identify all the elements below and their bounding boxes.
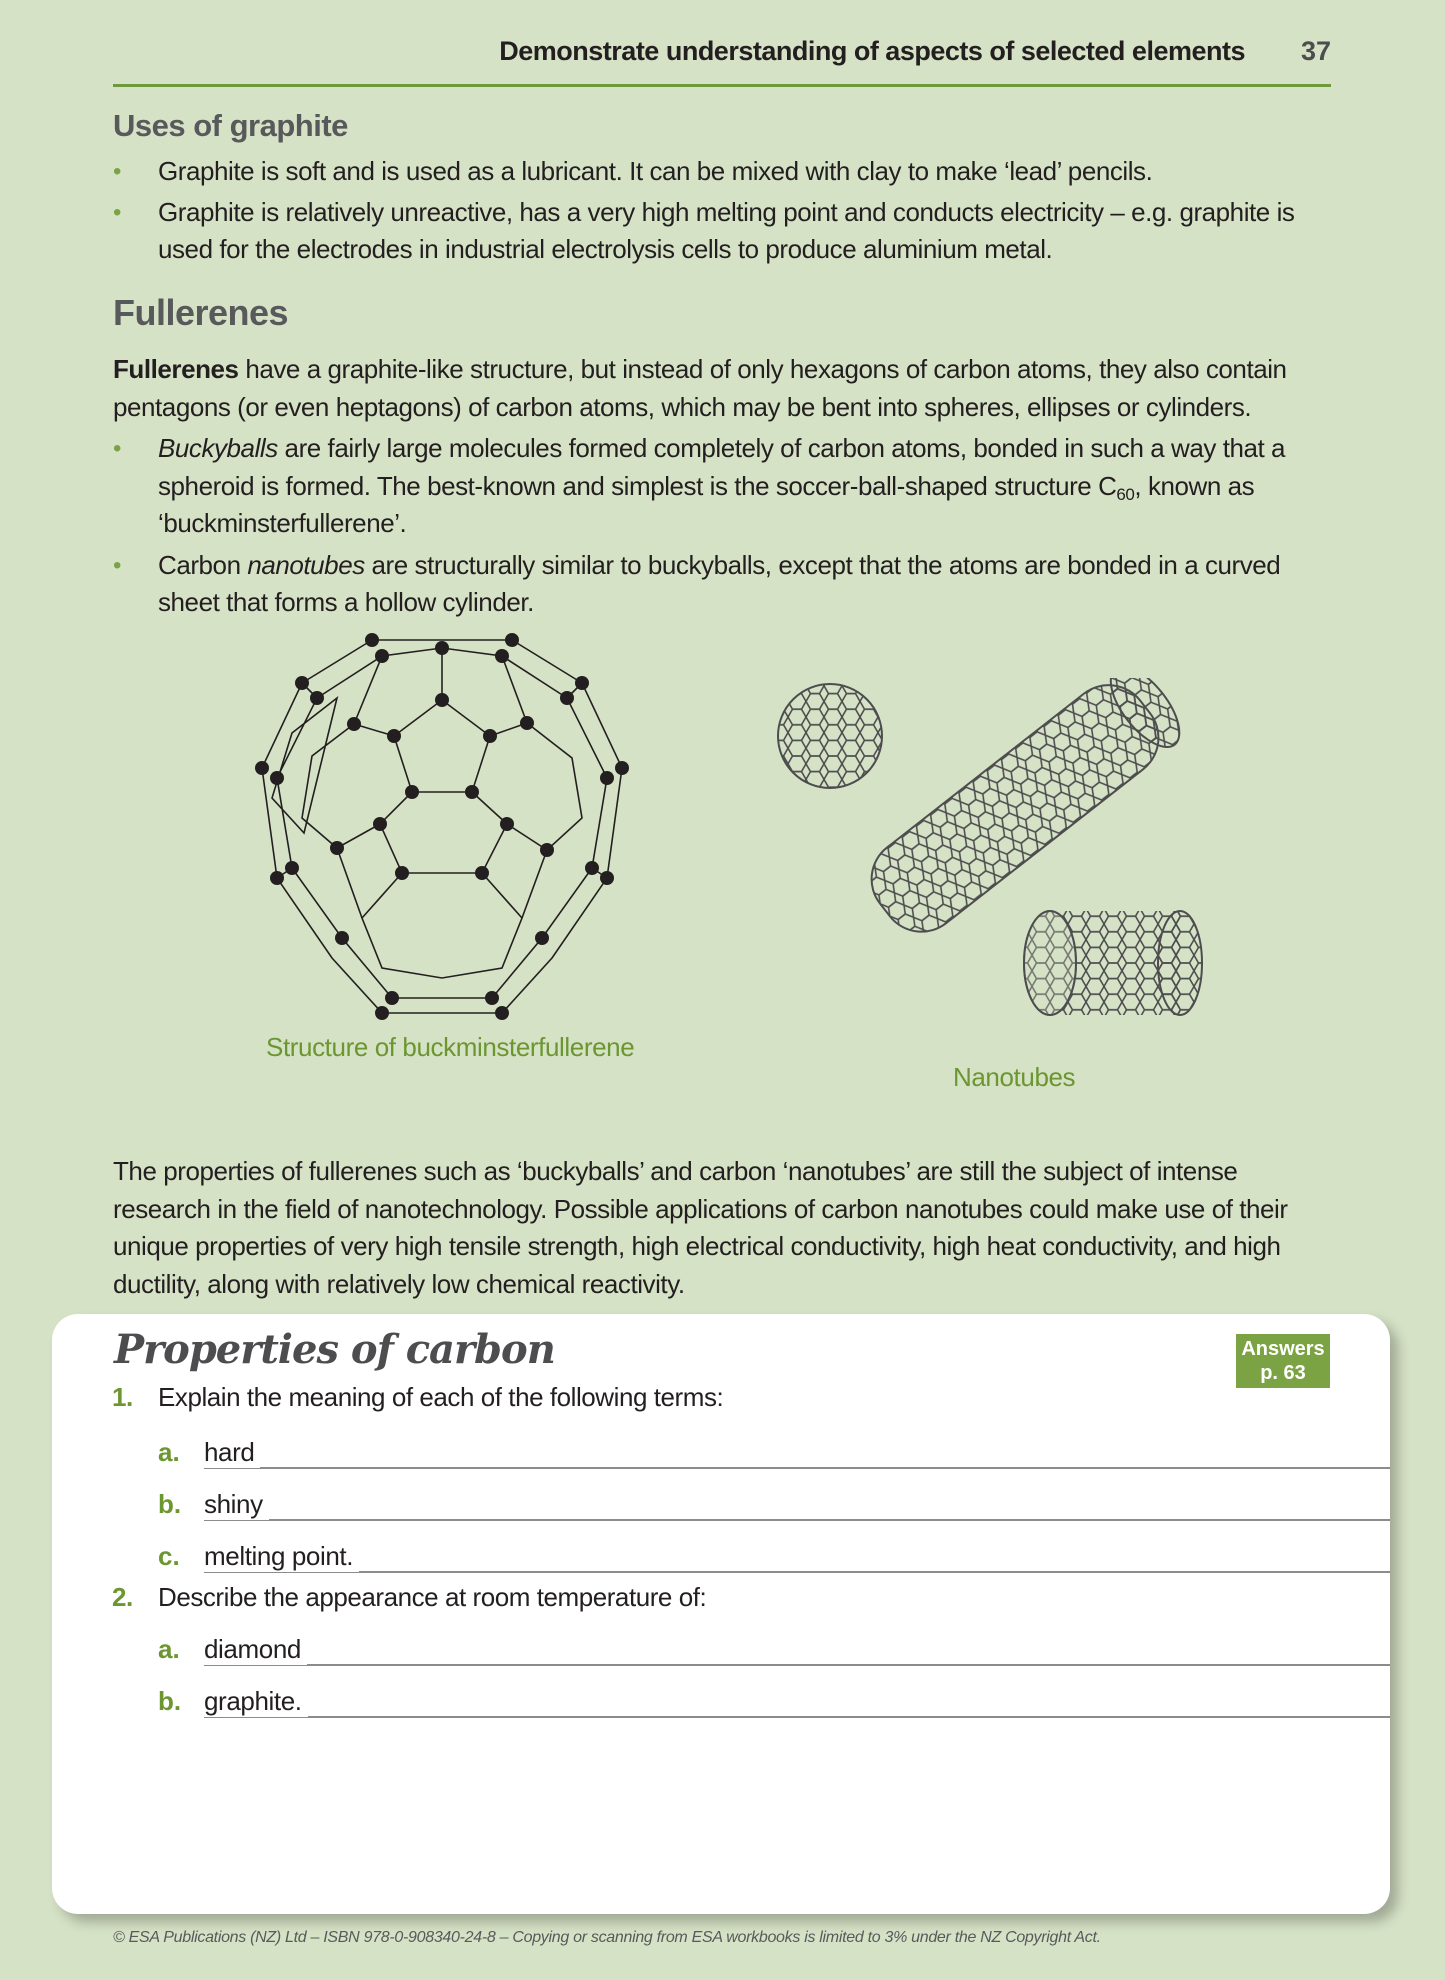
uses-of-graphite-list bbox=[113, 153, 1333, 272]
figures-area bbox=[0, 628, 1445, 1098]
answers-page: p. 63 bbox=[1260, 1362, 1306, 1384]
question-number: 2. bbox=[112, 1582, 133, 1612]
section-heading-uses-of-graphite: Uses of graphite bbox=[113, 108, 348, 143]
buckyballs-text: are fairly large molecules formed completely of carbon atoms, bonded in such a way that a spheroid is formed. The best-known and simplest is the soccer-ball-shaped structure C bbox=[158, 433, 1286, 501]
answer-line[interactable] bbox=[204, 1467, 1390, 1469]
part-text: hard bbox=[204, 1437, 260, 1468]
answer-line[interactable] bbox=[204, 1716, 1390, 1718]
part-letter: a. bbox=[158, 1634, 180, 1664]
answer-line[interactable] bbox=[204, 1519, 1390, 1521]
part-letter: a. bbox=[158, 1437, 180, 1467]
answers-badge bbox=[1236, 1334, 1330, 1388]
header-title: Demonstrate understanding of aspects of selected elements bbox=[499, 36, 1245, 66]
buckyballs-text-end: , known as ‘buckminsterfullerene’. bbox=[158, 470, 1255, 538]
c60-subscript: 60 bbox=[1116, 484, 1135, 504]
buckminsterfullerene-diagram bbox=[232, 628, 652, 1028]
list-item-buckyballs bbox=[113, 430, 1333, 543]
answer-line-shiny[interactable] bbox=[158, 1489, 1390, 1525]
buckyballs-term: Buckyballs bbox=[158, 433, 278, 463]
answer-line[interactable] bbox=[204, 1571, 1390, 1573]
nanotubes-text-start: Carbon bbox=[158, 549, 248, 580]
list-item: • Graphite is relatively unreactive, has a very high melting point and conducts electricity – e.g. graphite is used for the electrodes in industrial electrolysis cells to produce aluminium metal. bbox=[113, 194, 1333, 269]
answer-line[interactable] bbox=[204, 1664, 1390, 1666]
copyright-footer: © ESA Publications (NZ) Ltd – ISBN 978-0-908340-24-8 – Copying or scanning from ESA workbooks is limited to 3% under the NZ Copyright Act. bbox=[113, 1929, 1101, 1946]
answer-line-graphite[interactable] bbox=[158, 1686, 1390, 1722]
part-letter: b. bbox=[158, 1686, 182, 1716]
nanotubes-term: nanotubes bbox=[247, 549, 365, 580]
answer-line-melting-point[interactable] bbox=[158, 1541, 1390, 1577]
part-letter: c. bbox=[158, 1541, 180, 1571]
fullerenes-list bbox=[113, 430, 1333, 626]
part-text: melting point. bbox=[204, 1541, 359, 1572]
answer-line-diamond[interactable] bbox=[158, 1634, 1390, 1670]
fullerenes-term: Fullerenes bbox=[113, 354, 239, 384]
page-number: 37 bbox=[1300, 36, 1331, 66]
activity-box bbox=[52, 1314, 1390, 1914]
page-header bbox=[113, 28, 1331, 87]
activity-title: Properties of carbon bbox=[114, 1326, 555, 1373]
fullerenes-intro-text: have a graphite-like structure, but instead of only hexagons of carbon atoms, they also contain pentagons (or even heptagons) of carbon atoms, which may be bent into spheres, ellipses or cylinders. bbox=[113, 354, 1287, 422]
part-text: diamond bbox=[204, 1634, 307, 1665]
research-paragraph: The properties of fullerenes such as ‘buckyballs’ and carbon ‘nanotubes’ are still the subject of intense research in the field of nanotechnology. Possible applications of carbon nanotubes could make use of their unique properties of very high tensile strength, high electrical conductivity, high heat conductivity, and high ductility, along with relatively low chemical reactivity. bbox=[113, 1156, 1288, 1299]
part-text: shiny bbox=[204, 1489, 269, 1520]
answers-label: Answers bbox=[1241, 1338, 1325, 1360]
question-text: Explain the meaning of each of the following terms: bbox=[158, 1382, 724, 1412]
buckyball-caption: Structure of buckminsterfullerene bbox=[266, 1032, 635, 1062]
question-number: 1. bbox=[112, 1382, 133, 1412]
list-item-nanotubes bbox=[113, 547, 1333, 622]
part-letter: b. bbox=[158, 1489, 182, 1519]
answer-line-hard[interactable] bbox=[158, 1437, 1390, 1473]
nanotubes-illustration bbox=[770, 678, 1210, 1038]
section-heading-fullerenes: Fullerenes bbox=[113, 292, 289, 333]
part-text: graphite. bbox=[204, 1686, 308, 1717]
nanotubes-caption: Nanotubes bbox=[953, 1062, 1076, 1092]
question-text: Describe the appearance at room temperature of: bbox=[158, 1582, 707, 1612]
fullerenes-intro bbox=[113, 351, 1333, 426]
nanotubes-text-end: are structurally similar to buckyballs, except that the atoms are bonded in a curved sheet that forms a hollow cylinder. bbox=[158, 549, 1281, 617]
list-item: • Graphite is soft and is used as a lubricant. It can be mixed with clay to make ‘lead’ pencils. bbox=[113, 153, 1333, 191]
